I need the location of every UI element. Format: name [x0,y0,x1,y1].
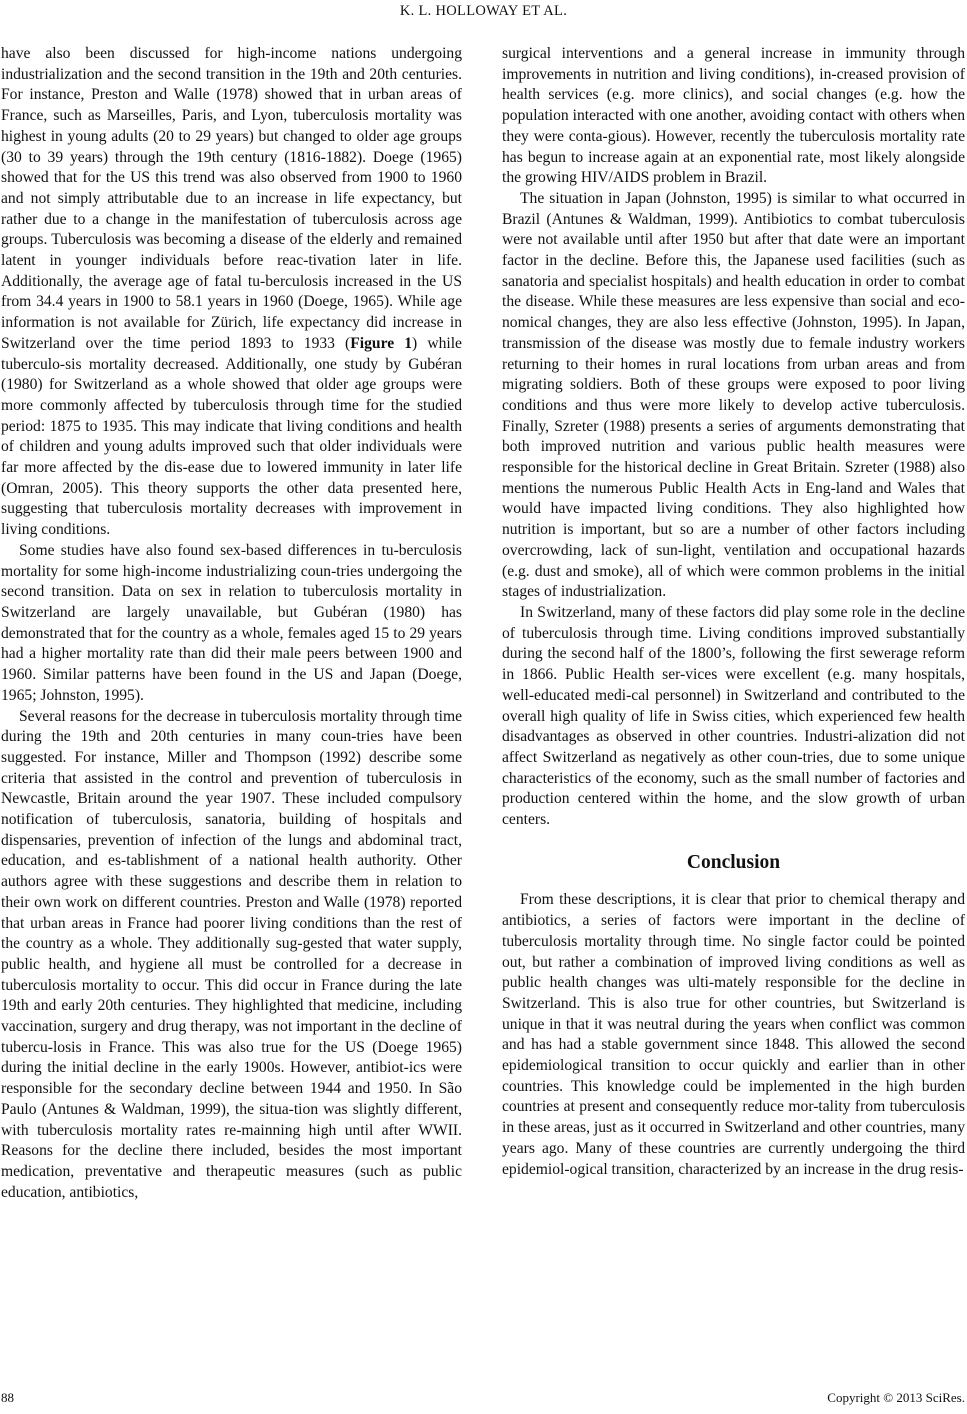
left-column [1,44,462,1203]
right-column [502,44,965,1180]
paragraph: surgical interventions and a general increase in immunity through improvements in nutrition and living conditions), in-creased provision of health services (e.g. more clinics), and social changes (e.g. how the population interacted with one another, avoiding contact with others when they were conta-gious). However, recently the tuberculosis mortality rate has begun to increase again at an exponential rate, most likely alongside the growing HIV/AIDS problem in Brazil. [502,45,965,187]
paragraph: In Switzerland, many of these factors did play some role in the decline of tuberculosis through time. Living conditions improved substantially during the second half of the 1800’s, following the first sewerage reform in 1866. Public Health ser-vices were excellent (e.g. many hospitals, well-educated medi-cal personnel) in Switzerland and contributed to the overall high quality of life in Swiss cities, which experienced few health disadvantages as observed in other countries. Industri-alization did not affect Switzerland as negatively as other coun-tries, due to some unique characteristics of the economy, such as the small number of factories and production centered within the home, and the slow growth of urban centers. [502,603,965,829]
figure-reference-link[interactable]: Figure 1 [350,334,413,352]
paragraph: The situation in Japan (Johnston, 1995) is similar to what occurred in Brazil (Antunes & Waldman, 1999). Antibiotics to combat tuberculosis were not available until after 1950 but after that date were an important factor in the decline. Before this, the Japanese used facilities (such as sanatoria and specialist hospitals) and health education in order to combat the disease. While these measures are less expensive than social and eco-nomical changes, they are also less effective (Johnston, 1995). In Japan, transmission of the disease was mostly due to female industry workers returning to their homes in rural locations from urban areas and from migrating soldiers. Both of these groups were exposed to poor living conditions and thus were more likely to develop active tuberculosis. Finally, Szreter (1988) presents a series of arguments demonstrating that both improved nutrition and various public health measures were responsible for the historical decline in Great Britain. Szreter (1988) also mentions the numerous Public Health Acts in Eng-land and Wales that would have impacted living conditions. They also highlighted how nutrition is important, but so are a number of other factors including overcrowding, lack of sun-light, ventilation and occupational hazards (e.g. dust and smoke), all of which were common problems in the initial stages of industrialization. [502,189,965,601]
copyright-notice: Copyright © 2013 SciRes. [827,1390,965,1405]
running-head: K. L. HOLLOWAY ET AL. [399,3,568,19]
paragraph-text: ) while tuberculo-sis mortality decreased. Additionally, one study by Gubéran (1980) for Switzerland as a whole showed that older age groups were more commonly affected by tuberculosis through time for the studied period: 1875 to 1935. This may indicate that living conditions and health of children and young adults improved such that older individuals were far more affected by the dis-ease due to lowered immunity in later life (Omran, 2005). This theory supports the other data presented here, suggesting that tuberculosis mortality decreases with improvement in living conditions. [1,334,462,539]
conclusion-paragraph: From these descriptions, it is clear that prior to chemical therapy and antibiotics, a series of factors were important in the decline of tuberculosis mortality through time. No single factor could be pointed out, but rather a combination of improved living conditions as well as public health changes was ulti-mately responsible for the decline in Switzerland. This is also true for other countries, but Switzerland is unique in that it was neutral during the years when conflict was common and has had a stable government since 1848. This allowed the second epidemiological transition to occur quickly and earlier than in other countries. This knowledge could be implemented in the high burden countries at present and consequently reduce mor-tality from tuberculosis in these areas, just as it occurred in Switzerland and other countries, many years ago. Many of these countries are currently undergoing the third epidemiol-ogical transition, characterized by an increase in the drug resis- [502,891,965,1178]
paragraph: Several reasons for the decrease in tuberculosis mortality through time during the 19th and 20th centuries in many coun-tries have been suggested. For instance, Miller and Thompson (1992) describe some criteria that assisted in the control and prevention of tuberculosis in Newcastle, Britain around the year 1907. These included compulsory notification of tuberculosis, sanatoria, building of hospitals and dispensaries, prevention of infection of the lungs and abdominal tract, education, and es-tablishment of a national health authority. Other authors agree with these suggestions and describe them in relation to their own work on different countries. Preston and Walle (1978) reported that urban areas in France had poorer living conditions than the rest of the country as a whole. They additionally sug-gested that water supply, public health, and hygiene all must be controlled for a decrease in tuberculosis mortality to occur. This did occur in France during the late 19th and early 20th centuries. They highlighted that medicine, including vaccination, surgery and drug therapy, was not important in the decline of tubercu-losis in France. This was also true for the US (Doege 1965) during the initial decline in the early 1900s. However, antibiot-ics were responsible for the secondary decline between 1944 and 1950. In São Paulo (Antunes & Waldman, 1999), the situa-tion was slightly different, with tuberculosis mortality rates re-mainning high until after WWII. Reasons for the decline there included, besides the most important medication, preventative and therapeutic measures (such as public education, antibiotics, [1,707,462,1201]
section-heading-conclusion: Conclusion [686,851,781,873]
page-number: 88 [1,1390,14,1405]
paragraph: Some studies have also found sex-based differences in tu-berculosis mortality for some high-income industrializing coun-tries undergoing the second transition. Data on sex in relation to tuberculosis mortality in Switzerland are largely unavailable, but Gubéran (1980) has demonstrated that for the country as a whole, females aged 15 to 29 years had a higher mortality rate than did their male peers between 1900 and 1960. Similar patterns have been found in the US and Japan (Doege, 1965; Johnston, 1995). [1,541,462,704]
paragraph [1,44,462,541]
paragraph-text: have also been discussed for high-income nations undergoing industrialization and the second transition in the 19th and 20th centuries. For instance, Preston and Walle (1978) showed that in urban areas of France, such as Marseilles, Paris, and Lyon, tuberculosis mortality was highest in young adults (20 to 29 years) but changed to older age groups (30 to 39 years) through the 19th century (1816-1882). Doege (1965) showed that for the US this trend was also observed from 1900 to 1960 and not simply attributable due to an increase in life expectancy, but rather due to a change in the manifestation of tuberculosis across age groups. Tuberculosis was becoming a disease of the elderly and remained latent in younger individuals before reac-tivation later in life. Additionally, the average age of fatal tu-berculosis increased in the US from 34.4 years in 1900 to 58.1 years in 1960 (Doege, 1965). While age information is not available for Zürich, life expectancy did increase in Switzerland over the time period 1893 to 1933 ( [1,45,462,352]
